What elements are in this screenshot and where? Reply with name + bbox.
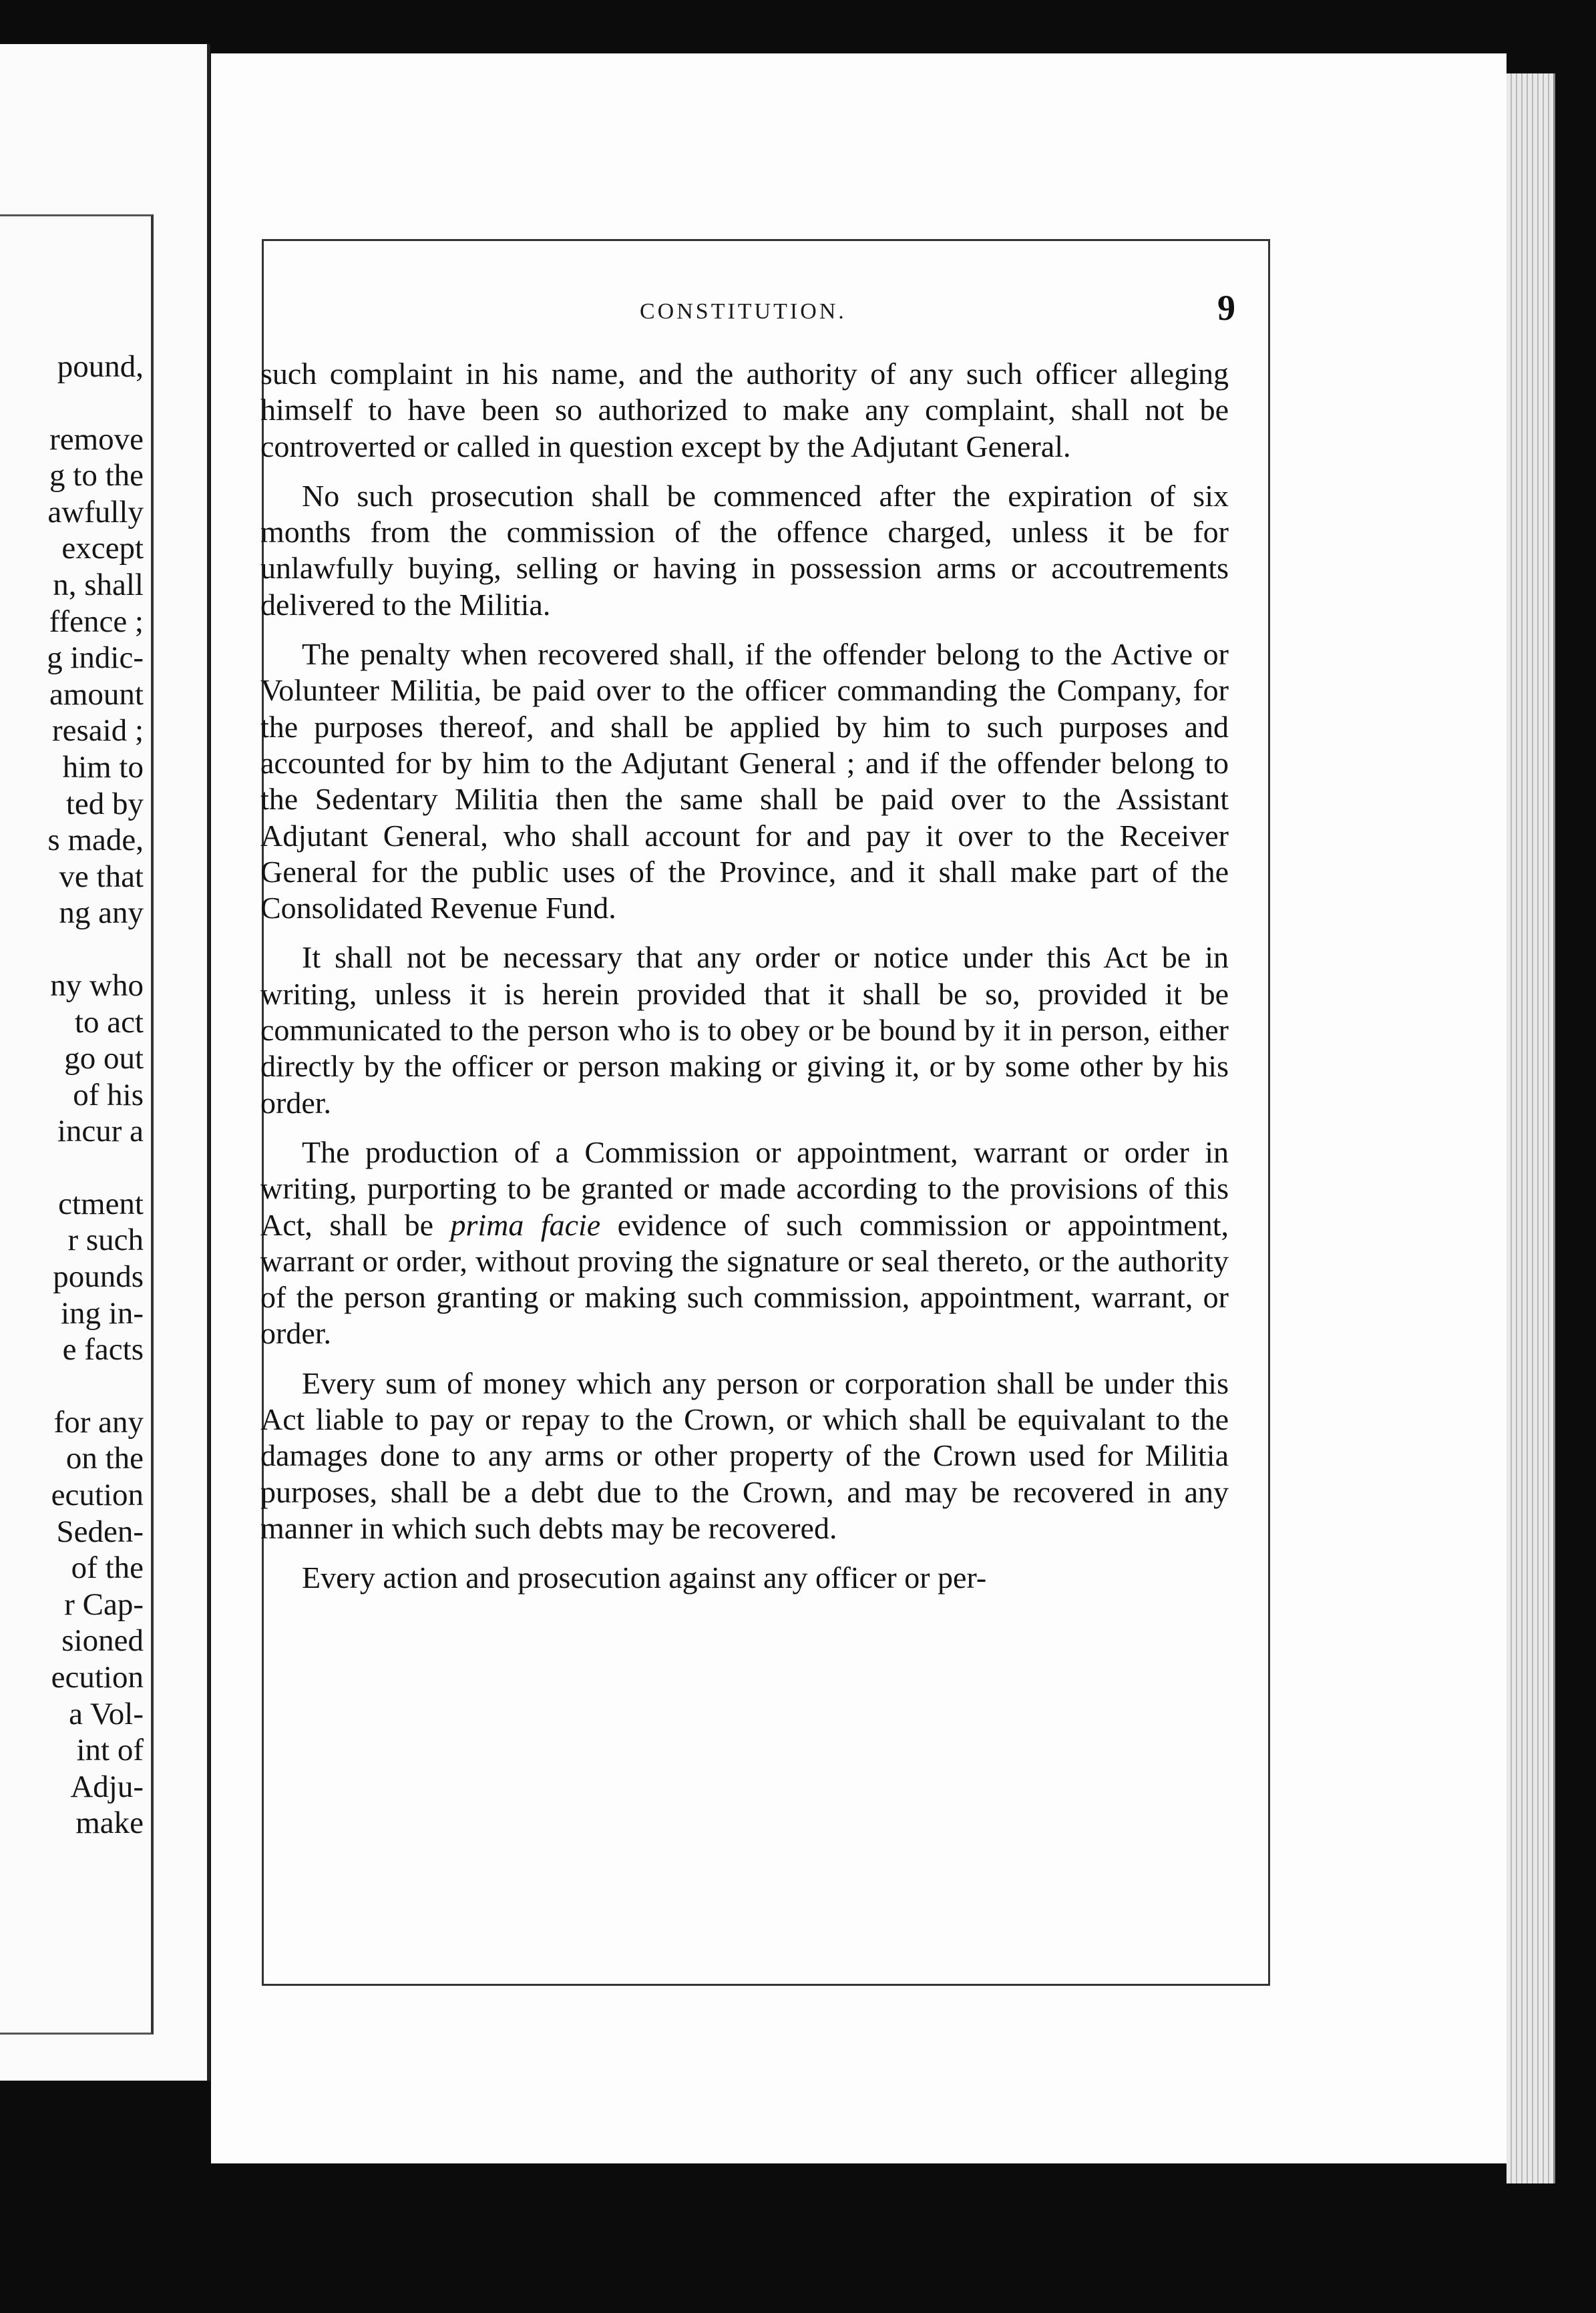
previous-page-line: ffence ;	[49, 604, 144, 639]
previous-page-line: amount	[49, 676, 144, 712]
previous-page-line: pounds	[53, 1259, 144, 1295]
previous-page-line: remove	[49, 421, 144, 457]
previous-page-line: make	[75, 1806, 144, 1841]
paragraph-4: It shall not be necessary that any order or notice under this Act be in writing, unless it is herein provided that it shall be so, provided it be communicated to the person who is to obey or be bound by it in person, either directly by the officer or person making or giving it, or by some other by his order.	[260, 940, 1229, 1120]
paragraph-1: such complaint in his name, and the authority of any such officer alleging himself to have been so authorized to make any complaint, shall not be controverted or called in question except by the Adjutant General.	[260, 357, 1229, 463]
previous-page-line: except	[61, 531, 144, 566]
previous-page-line-gap	[0, 1150, 144, 1186]
previous-page-line: g indic-	[47, 640, 144, 676]
previous-page-line: of the	[71, 1550, 144, 1586]
paragraph-7: Every action and prosecution against any officer or per-	[302, 1560, 987, 1595]
previous-page-line: ted by	[65, 786, 144, 821]
previous-page-line: g to the	[49, 458, 144, 493]
previous-page-line: resaid ;	[51, 713, 144, 749]
page-number: 9	[1217, 288, 1235, 328]
previous-page-line: r such	[67, 1223, 144, 1258]
previous-page-line-gap	[0, 385, 144, 421]
previous-page-line: of his	[73, 1077, 144, 1112]
previous-page-line: n, shall	[53, 567, 144, 602]
previous-page-line: to act	[74, 1004, 144, 1040]
previous-page-line: Seden-	[56, 1514, 144, 1549]
previous-page-line: incur a	[57, 1114, 144, 1149]
previous-page-line: ny who	[50, 968, 144, 1003]
previous-page-line: ctment	[58, 1186, 144, 1221]
previous-page	[0, 44, 210, 2081]
previous-page-line: on the	[65, 1441, 144, 1476]
paragraph-5-italic: prima facie	[450, 1207, 601, 1242]
paragraph-3: The penalty when recovered shall, if the offender belong to the Active or Volunteer Militia, be paid over to the officer commanding the Company, for the purposes thereof, and shall be applied by him to such purposes and accounted for by him to the Adjutant General ; and if the offender belong to the Sedentary Militia then the same shall be paid over to the Assistant Adjutant General, who shall account for and pay it over to the Receiver General for the public uses of the Province, and it shall make part of the Consolidated Revenue Fund.	[260, 637, 1229, 925]
previous-page-line: pound,	[57, 349, 144, 384]
previous-page-line: a Vol-	[69, 1696, 144, 1731]
previous-page-line: awfully	[47, 494, 144, 530]
previous-page-line: for any	[53, 1404, 144, 1440]
previous-page-line: him to	[62, 749, 144, 785]
paragraph-5-before: The production of a Commission or appointment, warrant or order in writing, purporting to be granted or made according to the provisions of this Act, shall be	[260, 1134, 1229, 1242]
previous-page-line: ing in-	[60, 1295, 144, 1331]
previous-page-line: int of	[76, 1733, 144, 1768]
body-text	[260, 356, 1229, 1597]
paragraph-2: No such prosecution shall be commenced after the expiration of six months from the commission of the offence charged, unless it be for unlawfully buying, selling or having in possession arms or accoutrements delivered to the Militia.	[260, 478, 1229, 622]
previous-page-line: sioned	[61, 1623, 144, 1659]
paragraph-5-after: evidence of such commission or appointment, warrant or order, without proving the signature or seal thereto, or the authority of the person granting or making such commission, appointment, warrant, or order.	[260, 1207, 1229, 1351]
previous-page-line: ecution	[51, 1478, 144, 1513]
previous-page-line: go out	[64, 1041, 144, 1076]
previous-page-line: r Cap-	[64, 1587, 144, 1622]
previous-page-line: ng any	[59, 895, 144, 931]
previous-page-line: Adju-	[70, 1769, 144, 1804]
previous-page-line-gap	[0, 1368, 144, 1404]
paragraph-6: Every sum of money which any person or corporation shall be under this Act liable to pay or repay to the Crown, or which shall be equivalant to the damages done to any arms or other property of the Crown used for Militia purposes, shall be a debt due to the Crown, and may be recovered in any manner in which such debts may be recovered.	[260, 1365, 1229, 1545]
previous-page-text	[0, 349, 144, 1842]
running-head: CONSTITUTION.	[640, 299, 847, 324]
paragraph-5	[260, 1134, 1229, 1352]
previous-page-line: s made,	[47, 823, 144, 858]
previous-page-line: ve that	[59, 859, 144, 894]
previous-page-line-gap	[0, 931, 144, 968]
previous-page-line: e facts	[62, 1332, 144, 1368]
page-edges	[1507, 73, 1555, 2183]
previous-page-line: ecution	[51, 1660, 144, 1695]
